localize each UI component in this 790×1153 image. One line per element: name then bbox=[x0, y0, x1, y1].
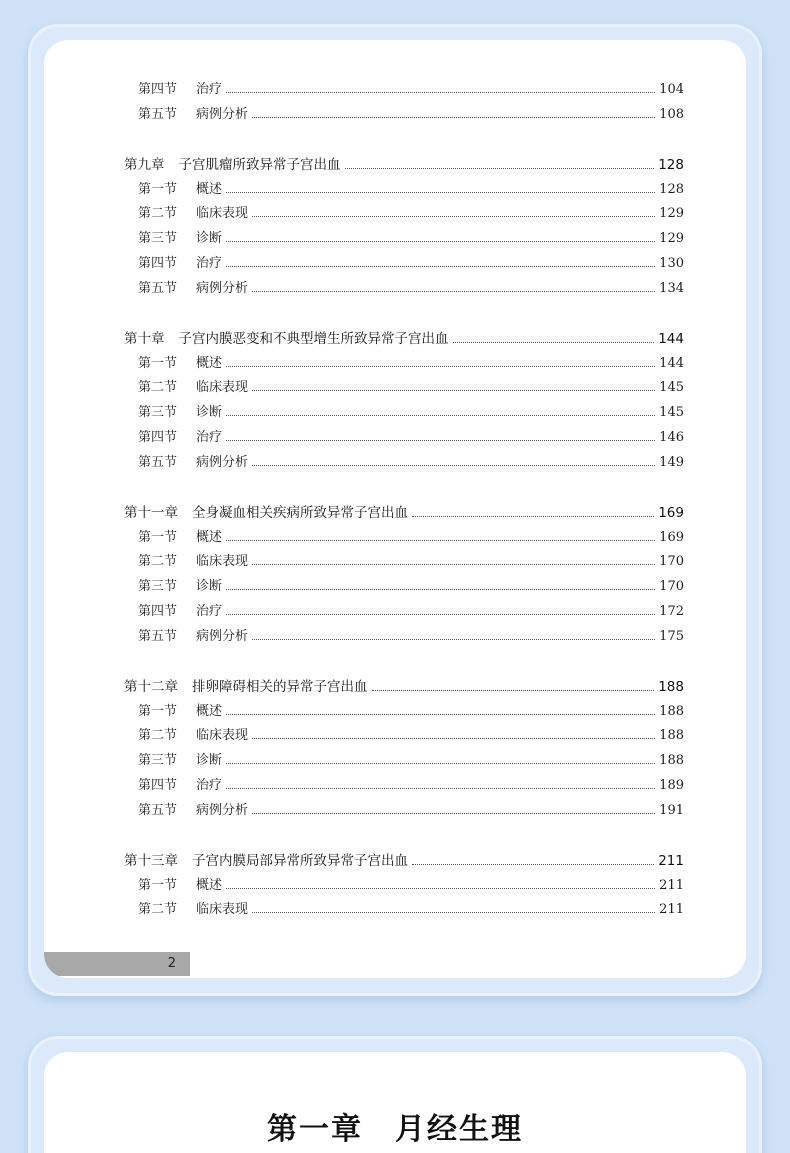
page-ref: 170 bbox=[659, 579, 684, 595]
page-ref: 211 bbox=[659, 902, 684, 918]
page-ref: 144 bbox=[659, 355, 684, 371]
toc-section-row bbox=[124, 799, 684, 818]
leader-dots bbox=[453, 342, 655, 343]
section-title: 概述 bbox=[196, 703, 223, 719]
chapter-number: 第十一章 bbox=[124, 504, 178, 521]
leader-dots bbox=[252, 390, 655, 391]
section-title: 临床表现 bbox=[196, 728, 249, 744]
section-title: 临床表现 bbox=[196, 380, 249, 396]
chapter-number: 第十二章 bbox=[124, 678, 178, 695]
page-ref: 188 bbox=[659, 753, 684, 769]
section-number: 第一节 bbox=[138, 529, 178, 545]
chapter-title: 全身凝血相关疾病所致异常子宫出血 bbox=[192, 504, 408, 521]
section-number: 第五节 bbox=[138, 628, 178, 644]
toc-section-row bbox=[124, 401, 684, 420]
section-title: 病例分析 bbox=[196, 802, 249, 818]
section-number: 第二节 bbox=[138, 902, 178, 918]
section-number: 第四节 bbox=[138, 430, 178, 445]
section-title: 临床表现 bbox=[196, 206, 249, 222]
toc-section-row bbox=[124, 252, 684, 271]
section-title: 概述 bbox=[196, 181, 223, 197]
chapter-title: 子宫内膜恶变和不典型增生所致异常子宫出血 bbox=[178, 330, 449, 347]
leader-dots bbox=[372, 690, 655, 691]
section-number: 第二节 bbox=[138, 554, 178, 570]
toc-section-row bbox=[124, 575, 684, 594]
leader-dots bbox=[252, 738, 655, 739]
section-title: 诊断 bbox=[196, 753, 223, 769]
leader-dots bbox=[226, 241, 655, 242]
section-title: 临床表现 bbox=[196, 554, 249, 570]
page-ref: 108 bbox=[659, 106, 684, 122]
leader-dots bbox=[226, 888, 655, 889]
page-ref: 149 bbox=[659, 454, 684, 470]
toc-page bbox=[44, 40, 746, 978]
toc-section-row bbox=[124, 724, 684, 743]
page-ref: 169 bbox=[659, 529, 684, 545]
toc-section-row bbox=[124, 227, 684, 246]
section-title: 病例分析 bbox=[196, 454, 249, 470]
leader-dots bbox=[226, 92, 655, 93]
page-ref: 175 bbox=[659, 628, 684, 644]
toc-section-row bbox=[124, 426, 684, 445]
section-number: 第二节 bbox=[138, 380, 178, 396]
section-title: 治疗 bbox=[196, 430, 223, 445]
toc-section-row bbox=[124, 78, 684, 97]
toc-section-row bbox=[124, 352, 684, 371]
section-number: 第四节 bbox=[138, 604, 178, 619]
section-number: 第五节 bbox=[138, 454, 178, 470]
leader-dots bbox=[226, 440, 655, 441]
section-number: 第一节 bbox=[138, 355, 178, 371]
section-number: 第四节 bbox=[138, 256, 178, 271]
page-ref: 128 bbox=[659, 181, 684, 197]
page-ref: 145 bbox=[659, 405, 684, 421]
toc-section-row bbox=[124, 550, 684, 569]
chapter-number: 第十章 bbox=[124, 330, 165, 347]
toc-section-row bbox=[124, 774, 684, 793]
chapter-number: 第十三章 bbox=[124, 852, 178, 869]
section-title: 治疗 bbox=[196, 604, 223, 619]
page-ref: 211 bbox=[659, 877, 684, 893]
section-title: 治疗 bbox=[196, 778, 223, 793]
toc-chapter-row bbox=[124, 153, 684, 173]
page-ref: 144 bbox=[658, 330, 684, 347]
section-title: 治疗 bbox=[196, 82, 223, 97]
toc-section-row bbox=[124, 749, 684, 768]
page-ref: 169 bbox=[658, 504, 684, 521]
leader-dots bbox=[412, 516, 654, 517]
page-ref: 145 bbox=[659, 380, 684, 396]
section-title: 病例分析 bbox=[196, 280, 249, 296]
page-ref: 189 bbox=[659, 778, 684, 793]
section-number: 第一节 bbox=[138, 181, 178, 197]
page-ref: 104 bbox=[659, 82, 684, 97]
section-title: 概述 bbox=[196, 877, 223, 893]
chapter-page bbox=[44, 1052, 746, 1153]
leader-dots bbox=[252, 465, 655, 466]
leader-dots bbox=[226, 366, 655, 367]
leader-dots bbox=[226, 614, 655, 615]
chapter-page-frame bbox=[28, 1036, 762, 1153]
leader-dots bbox=[252, 639, 655, 640]
section-number: 第五节 bbox=[138, 106, 178, 122]
toc-chapter-row bbox=[124, 501, 684, 521]
toc-chapter-row bbox=[124, 675, 684, 695]
chapter-title: 子宫内膜局部异常所致异常子宫出血 bbox=[192, 852, 408, 869]
section-number: 第二节 bbox=[138, 728, 178, 744]
leader-dots bbox=[226, 589, 655, 590]
toc-section-row bbox=[124, 874, 684, 893]
leader-dots bbox=[226, 788, 655, 789]
toc-chapter-row bbox=[124, 327, 684, 347]
page-ref: 134 bbox=[659, 280, 684, 296]
page-ref: 211 bbox=[658, 852, 684, 869]
chapter-title: 子宫肌瘤所致异常子宫出血 bbox=[178, 156, 341, 173]
section-title: 病例分析 bbox=[196, 106, 249, 122]
leader-dots bbox=[226, 415, 655, 416]
leader-dots bbox=[252, 912, 655, 913]
toc-section-row bbox=[124, 526, 684, 545]
leader-dots bbox=[226, 540, 655, 541]
page-ref: 129 bbox=[659, 231, 684, 247]
chapter-title: 第一章 月经生理 bbox=[267, 1112, 523, 1147]
section-title: 临床表现 bbox=[196, 902, 249, 918]
page-ref: 188 bbox=[658, 678, 684, 695]
leader-dots bbox=[226, 714, 655, 715]
page-ref: 191 bbox=[659, 802, 684, 818]
page-ref: 128 bbox=[658, 156, 684, 173]
leader-dots bbox=[226, 192, 655, 193]
leader-dots bbox=[226, 763, 655, 764]
section-number: 第四节 bbox=[138, 778, 178, 793]
section-number: 第四节 bbox=[138, 82, 178, 97]
section-number: 第三节 bbox=[138, 231, 178, 247]
section-title: 诊断 bbox=[196, 231, 223, 247]
leader-dots bbox=[252, 117, 655, 118]
toc-section-row bbox=[124, 898, 684, 917]
section-number: 第五节 bbox=[138, 802, 178, 818]
leader-dots bbox=[252, 564, 655, 565]
leader-dots bbox=[252, 291, 655, 292]
toc-section-row bbox=[124, 376, 684, 395]
page-ref: 130 bbox=[659, 256, 684, 271]
toc-section-row bbox=[124, 451, 684, 470]
page-ref: 170 bbox=[659, 554, 684, 570]
page-ref: 188 bbox=[659, 703, 684, 719]
toc-section-row bbox=[124, 700, 684, 719]
section-title: 概述 bbox=[196, 355, 223, 371]
leader-dots bbox=[252, 813, 655, 814]
leader-dots bbox=[412, 864, 654, 865]
toc-section-row bbox=[124, 277, 684, 296]
section-title: 概述 bbox=[196, 529, 223, 545]
section-number: 第一节 bbox=[138, 877, 178, 893]
section-number: 第五节 bbox=[138, 280, 178, 296]
toc-chapter-row bbox=[124, 849, 684, 869]
section-number: 第二节 bbox=[138, 206, 178, 222]
section-title: 治疗 bbox=[196, 256, 223, 271]
chapter-title: 排卵障碍相关的异常子宫出血 bbox=[192, 678, 368, 695]
section-number: 第三节 bbox=[138, 753, 178, 769]
leader-dots bbox=[252, 216, 655, 217]
section-number: 第三节 bbox=[138, 579, 178, 595]
page-ref: 146 bbox=[659, 430, 684, 445]
toc-section-row bbox=[124, 103, 684, 122]
section-number: 第一节 bbox=[138, 703, 178, 719]
toc-section-row bbox=[124, 625, 684, 644]
chapter-number: 第九章 bbox=[124, 156, 165, 173]
section-number: 第三节 bbox=[138, 405, 178, 421]
toc-section-row bbox=[124, 600, 684, 619]
section-title: 诊断 bbox=[196, 405, 223, 421]
page-ref: 129 bbox=[659, 206, 684, 222]
leader-dots bbox=[345, 168, 655, 169]
page-ref: 172 bbox=[659, 604, 684, 619]
section-title: 病例分析 bbox=[196, 628, 249, 644]
toc-page-frame bbox=[28, 24, 762, 996]
section-title: 诊断 bbox=[196, 579, 223, 595]
toc-section-row bbox=[124, 202, 684, 221]
leader-dots bbox=[226, 266, 655, 267]
toc-section-row bbox=[124, 178, 684, 197]
page-ref: 188 bbox=[659, 728, 684, 744]
page-number-tab: 2 bbox=[44, 952, 190, 976]
